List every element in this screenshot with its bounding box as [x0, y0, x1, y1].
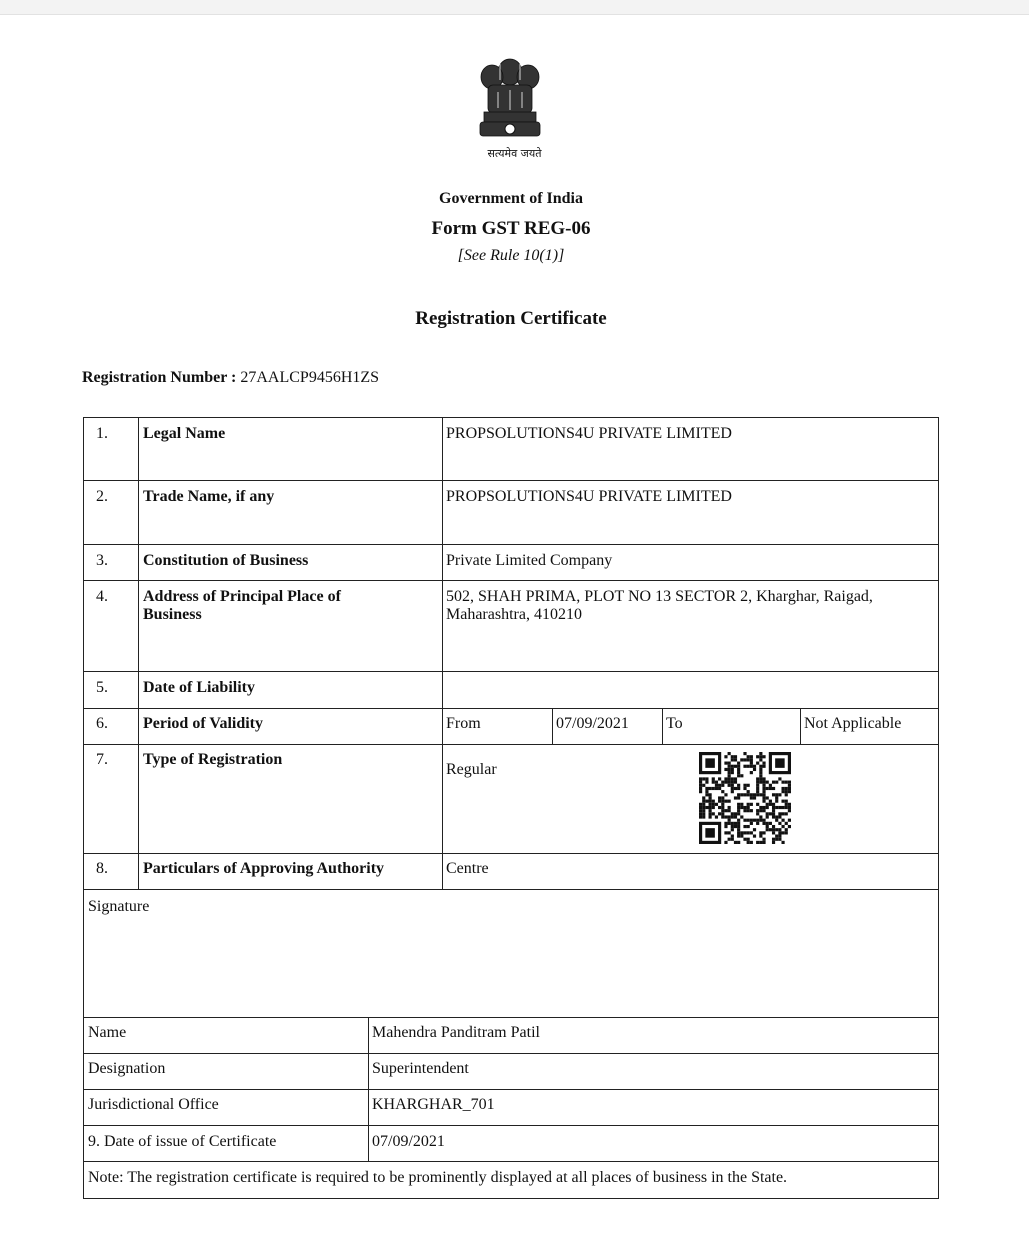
type-of-registration-label: Type of Registration [143, 751, 283, 768]
date-of-liability-label: Date of Liability [143, 679, 255, 696]
registration-number-value: 27AALCP9456H1ZS [240, 369, 380, 386]
row-4-number: 4. [96, 588, 108, 605]
validity-to-label: To [666, 715, 683, 732]
registration-number [82, 369, 379, 387]
address-value-line1: 502, SHAH PRIMA, PLOT NO 13 SECTOR 2, Kharghar, Raigad, [446, 588, 873, 605]
trade-name-value: PROPSOLUTIONS4U PRIVATE LIMITED [446, 488, 732, 505]
legal-name-value: PROPSOLUTIONS4U PRIVATE LIMITED [446, 425, 732, 442]
approving-authority-value: Centre [446, 860, 489, 877]
period-of-validity-label: Period of Validity [143, 715, 264, 732]
validity-to-value: Not Applicable [804, 715, 902, 732]
certificate-table [83, 417, 939, 1199]
row-5-number: 5. [96, 679, 108, 696]
row-8-number: 8. [96, 860, 108, 877]
viewer-top-bar [0, 0, 1029, 15]
designation-label: Designation [88, 1060, 166, 1077]
row-1-number: 1. [96, 425, 108, 442]
address-label-line2: Business [143, 606, 202, 623]
designation-value: Superintendent [372, 1060, 469, 1077]
approving-authority-label: Particulars of Approving Authority [143, 860, 385, 877]
row-3-number: 3. [96, 552, 108, 569]
row-7-number: 7. [96, 751, 108, 768]
jurisdictional-office-value: KHARGHAR_701 [372, 1096, 495, 1113]
constitution-value: Private Limited Company [446, 552, 613, 569]
address-label-line1: Address of Principal Place of [143, 588, 341, 605]
government-heading: Government of India [439, 190, 583, 207]
registration-number-label: Registration Number : [82, 369, 237, 386]
jurisdictional-office-label: Jurisdictional Office [88, 1096, 219, 1113]
issue-date-value: 07/09/2021 [372, 1133, 445, 1150]
issue-date-label: 9. Date of issue of Certificate [88, 1133, 277, 1150]
national-emblem-icon [470, 50, 550, 145]
type-of-registration-value: Regular [446, 761, 497, 778]
qr-code-icon [699, 752, 791, 844]
form-title: Form GST REG-06 [431, 218, 591, 239]
validity-from-label: From [446, 715, 481, 732]
signatory-name-label: Name [88, 1024, 127, 1041]
certificate-title: Registration Certificate [415, 308, 607, 329]
rule-reference: [See Rule 10(1)] [457, 247, 565, 264]
row-6-number: 6. [96, 715, 108, 732]
validity-from-value: 07/09/2021 [556, 715, 629, 732]
signatory-name-value: Mahendra Panditram Patil [372, 1024, 540, 1041]
national-motto: सत्यमेव जयते [487, 147, 542, 160]
trade-name-label: Trade Name, if any [143, 488, 275, 505]
row-2-number: 2. [96, 488, 108, 505]
signature-label: Signature [88, 898, 150, 915]
display-note: Note: The registration certificate is required to be prominently displayed at all places of business in the State. [88, 1169, 788, 1186]
address-value-line2: Maharashtra, 410210 [446, 606, 582, 623]
constitution-label: Constitution of Business [143, 552, 309, 569]
legal-name-label: Legal Name [143, 425, 226, 442]
